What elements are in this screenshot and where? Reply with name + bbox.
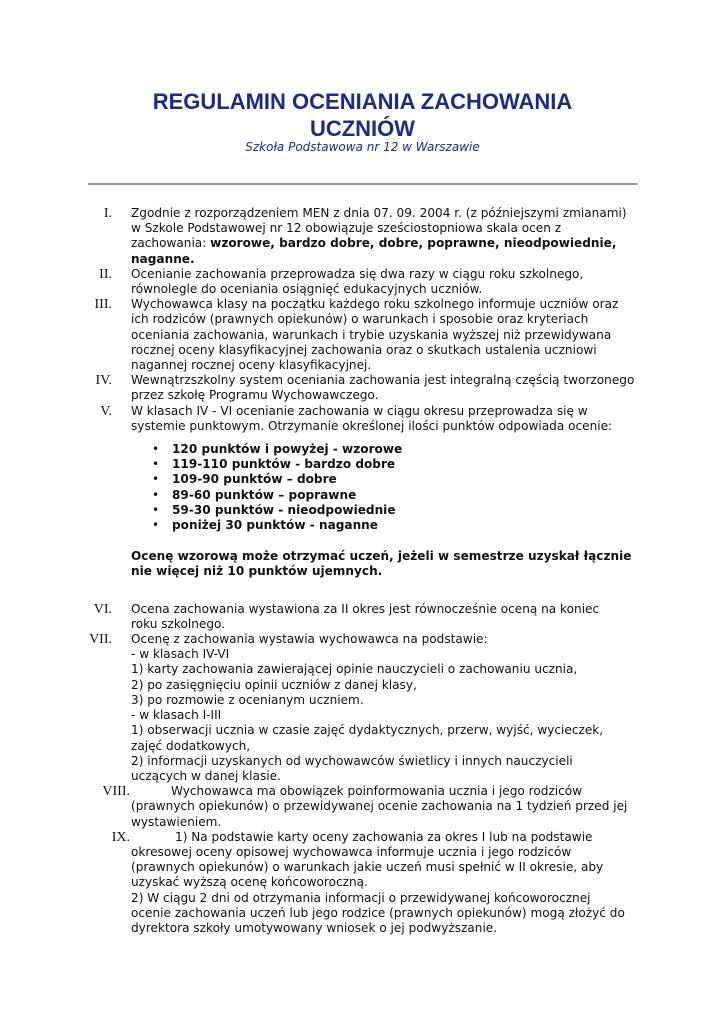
list-item bbox=[152, 442, 725, 457]
section-text: (prawnych opiekunów) o warunkach jakie uczeń musi spełnić w II okresie, aby bbox=[131, 860, 604, 875]
horizontal-divider bbox=[88, 183, 638, 185]
title-line-2: UCZNIÓW bbox=[309, 116, 416, 141]
text-plain: zachowania: bbox=[131, 236, 211, 251]
section-number: I. bbox=[103, 206, 112, 221]
section-text: Wychowawca ma obowiązek poinformowania ucznia i jego rodziców bbox=[171, 784, 583, 799]
section-text: 1) karty zachowania zawierającej opinie nauczycieli o zachowaniu ucznia, bbox=[131, 662, 578, 677]
list-item-text: 89-60 punktów – poprawne bbox=[172, 487, 357, 502]
list-item bbox=[152, 472, 725, 487]
list-item bbox=[152, 518, 725, 533]
list-item-text: 59-30 punktów - nieodpowiednie bbox=[172, 502, 396, 517]
note-text: nie więcej niż 10 punktów ujemnych. bbox=[131, 564, 383, 579]
text-bold: wzorowe, bardzo dobre, dobre, poprawne, nieodpowiednie, bbox=[210, 236, 617, 251]
section-text: przez szkołę Programu Wychowawczego. bbox=[131, 388, 379, 403]
section-text: nagannej rocznej oceny klasyfikacyjnej. bbox=[131, 358, 372, 373]
section-text: 2) W ciągu 2 dni od otrzymania informacji o przewidywanej końcoworocznej bbox=[131, 890, 591, 905]
section-text: Wewnątrzszkolny system oceniania zachowania jest integralną częścią tworzonego bbox=[131, 373, 635, 388]
section-number: VIII. bbox=[102, 784, 130, 800]
section-number: III. bbox=[94, 297, 112, 313]
section-text: uzyskać wyższą ocenę końcoworoczną. bbox=[131, 875, 368, 890]
section-4 bbox=[0, 373, 656, 403]
bullet-icon: • bbox=[152, 457, 160, 472]
list-item bbox=[152, 457, 725, 472]
section-text: Zgodnie z rozporządzeniem MEN z dnia 07. 09. 2004 r. (z późniejszymi zmianami) bbox=[131, 206, 627, 220]
spacer bbox=[0, 580, 725, 602]
title-line-1: REGULAMIN OCENIANIA ZACHOWANIA bbox=[152, 89, 573, 114]
bullet-icon: • bbox=[152, 472, 160, 487]
document-body bbox=[0, 206, 725, 936]
list-item bbox=[152, 502, 725, 518]
section-number: II. bbox=[99, 266, 112, 282]
section-text: wystawieniem. bbox=[131, 814, 222, 829]
section-text: dyrektora szkoły umotywowany wniosek o jej podwyższanie. bbox=[131, 920, 498, 935]
section-text: (prawnych opiekunów) o przewidywanej ocenie zachowania na 1 tydzień przed jej bbox=[131, 799, 628, 814]
section-9 bbox=[0, 830, 656, 936]
list-item bbox=[152, 487, 725, 503]
section-text: rocznej oceny klasyfikacyjnej zachowania oraz o skutkach ustalenia uczniowi bbox=[131, 342, 597, 357]
section-2 bbox=[0, 267, 656, 297]
section-number: VII. bbox=[89, 632, 112, 648]
section-number: VI. bbox=[93, 601, 112, 617]
section-text: Wychowawca klasy na początku każdego roku szkolnego informuje uczniów oraz bbox=[131, 297, 619, 312]
section-text: 1) obserwacji ucznia w czasie zajęć dydaktycznych, przerw, wyjść, wycieczek, bbox=[131, 723, 604, 738]
section-number: V. bbox=[100, 403, 112, 419]
section-text: oceniania zachowania, warunkach i trybie uzyskania wyższej niż przewidywana bbox=[131, 327, 612, 342]
list-item-text: poniżej 30 punktów - naganne bbox=[172, 518, 378, 533]
section-text: roku szkolnego. bbox=[131, 616, 226, 631]
list-item-text: 119-110 punktów - bardzo dobre bbox=[172, 457, 396, 472]
list-item-text: 120 punktów i powyżej - wzorowe bbox=[172, 442, 403, 457]
section-1 bbox=[0, 206, 656, 267]
section-text: uczących w danej klasie. bbox=[131, 768, 281, 783]
bullet-icon: • bbox=[152, 518, 160, 533]
section-text: Ocena zachowania wystawiona za II okres jest równocześnie oceną na koniec bbox=[131, 601, 600, 616]
section-text: Ocenianie zachowania przeprowadza się dwa razy w ciągu roku szkolnego, bbox=[131, 266, 584, 281]
section-8 bbox=[0, 784, 656, 830]
section-number: IX. bbox=[111, 829, 130, 845]
section-6 bbox=[0, 602, 656, 632]
document-subtitle: Szkoła Podstawowa nr 12 w Warszawie bbox=[245, 140, 480, 154]
section-3 bbox=[0, 297, 656, 373]
section-text: w Szkole Podstawowej nr 12 obowiązuje sześciostopniowa skala ocen z bbox=[131, 221, 562, 236]
section-5 bbox=[0, 404, 656, 434]
bullet-icon: • bbox=[152, 502, 160, 517]
section-number: IV. bbox=[95, 373, 112, 389]
document-title bbox=[0, 88, 725, 142]
points-scale-list bbox=[0, 442, 725, 533]
list-item-text: 109-90 punktów – dobre bbox=[172, 472, 337, 487]
section-text: 1) Na podstawie karty oceny zachowania za okres I lub na podstawie bbox=[175, 829, 593, 844]
section-text: 2) po zasięgnięciu opinii uczniów z danej klasy, bbox=[131, 677, 417, 692]
bold-note bbox=[0, 549, 725, 579]
section-text: okresowej oceny opisowej wychowawca informuje ucznia i jego rodziców bbox=[131, 844, 572, 859]
section-text: naganne. bbox=[131, 251, 195, 266]
section-text: ocenie zachowania uczeń lub jego rodzice (prawnych opiekunów) mogą złożyć do bbox=[131, 905, 625, 920]
section-text: zajęć dodatkowych, bbox=[131, 738, 251, 753]
section-7 bbox=[0, 632, 656, 784]
section-text: równolegle do oceniania osiągnięć edukacyjnych uczniów. bbox=[131, 282, 483, 297]
section-text: W klasach IV - VI ocenianie zachowania w ciągu okresu przeprowadza się w bbox=[131, 403, 588, 418]
section-text: ich rodziców (prawnych opiekunów) o warunkach i sposobie oraz kryteriach bbox=[131, 312, 589, 327]
section-text: 2) informacji uzyskanych od wychowawców świetlicy i innych nauczycieli bbox=[131, 753, 573, 768]
section-text: systemie punktowym. Otrzymanie określonej ilości punktów odpowiada ocenie: bbox=[131, 418, 613, 433]
section-text: Ocenę z zachowania wystawia wychowawca na podstawie: bbox=[131, 632, 488, 647]
bullet-icon: • bbox=[152, 442, 160, 457]
bullet-icon: • bbox=[152, 487, 160, 502]
section-text bbox=[131, 236, 656, 251]
section-text: - w klasach I-III bbox=[131, 708, 222, 723]
note-text: Ocenę wzorową może otrzymać uczeń, jeżeli w semestrze uzyskał łącznie bbox=[131, 549, 632, 564]
section-text: - w klasach IV-VI bbox=[131, 647, 230, 662]
section-text: 3) po rozmowie z ocenianym uczniem. bbox=[131, 692, 364, 707]
